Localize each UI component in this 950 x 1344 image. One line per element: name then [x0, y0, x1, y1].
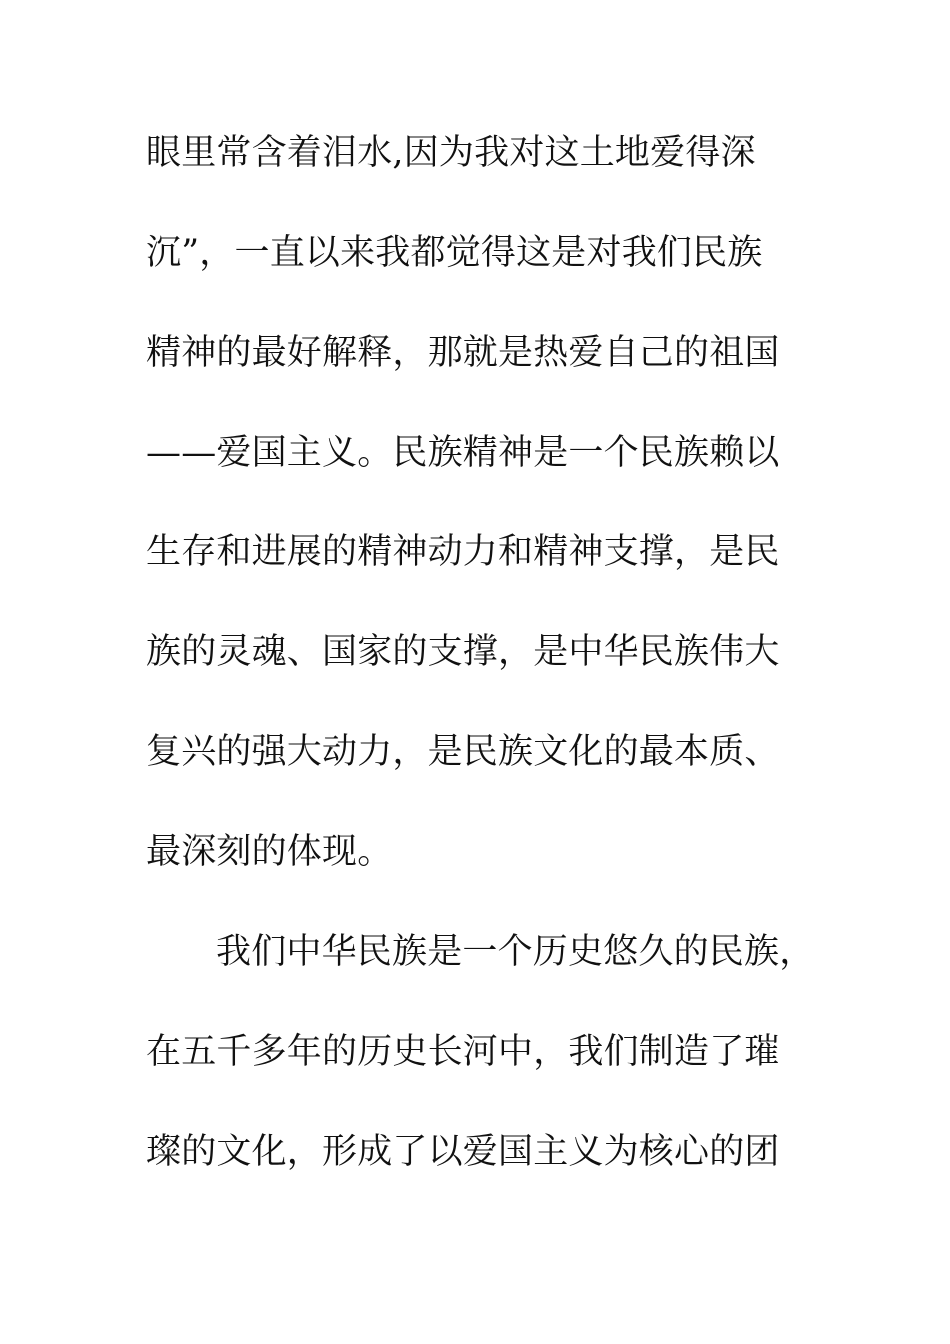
text-line-4: ——爱国主义。民族精神是一个民族赖以	[146, 433, 780, 473]
text-line-5: 生存和进展的精神动力和精神支撑，是民	[146, 532, 780, 572]
text-line-1: 眼里常含着泪水,因为我对这土地爱得深	[146, 133, 756, 173]
paragraph-start-line: 我们中华民族是一个历史悠久的民族，	[216, 932, 815, 972]
text-line-6: 族的灵魂、国家的支撑，是中华民族伟大	[146, 632, 780, 672]
text-line-11: 璨的文化，形成了以爱国主义为核心的团	[146, 1132, 780, 1172]
text-line-3: 精神的最好解释，那就是热爱自己的祖国	[146, 333, 780, 373]
text-line-10: 在五千多年的历史长河中，我们制造了璀	[146, 1032, 780, 1072]
text-line-2: 沉”，一直以来我都觉得这是对我们民族	[146, 233, 763, 273]
text-line-7: 复兴的强大动力，是民族文化的最本质、	[146, 732, 780, 772]
text-line-8: 最深刻的体现。	[146, 832, 393, 872]
